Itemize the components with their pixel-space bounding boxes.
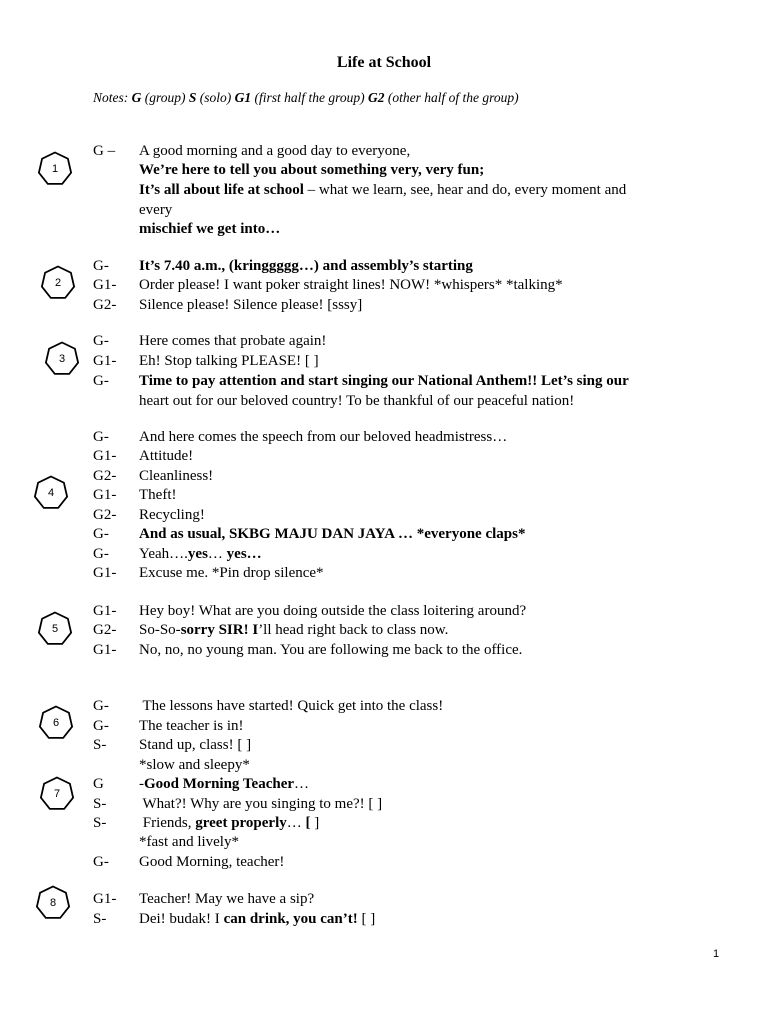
scene-number: 5 <box>51 623 59 635</box>
script-line-continued: mischief we get into… <box>139 221 281 237</box>
script-line-continued: *fast and lively* <box>139 834 239 850</box>
script-line <box>93 429 507 446</box>
speaker: G- <box>93 854 109 870</box>
dialogue-bold: yes… <box>226 546 262 562</box>
dialogue-bold: … *everyone claps* <box>397 526 526 542</box>
scene-number: 4 <box>47 487 55 499</box>
dialogue: Order please! I want poker straight lines! NOW! *whispers* *talking* <box>139 277 563 293</box>
script-line <box>93 546 262 563</box>
speaker: G1- <box>93 277 117 293</box>
dialogue-bold: It’s all about life at school <box>139 182 304 198</box>
speaker: G- <box>93 373 109 389</box>
speaker: G- <box>93 258 109 274</box>
script-line <box>93 487 176 504</box>
script-line <box>93 277 563 294</box>
script-line <box>93 698 443 715</box>
dialogue: Theft! <box>139 487 177 503</box>
notes-g1-desc: (first half the group) <box>251 90 369 105</box>
dialogue: Cleanliness! <box>139 468 214 484</box>
dialogue: … <box>294 776 310 792</box>
dialogue: ] <box>310 815 320 831</box>
dialogue: ’ll head right back to class now. <box>258 622 449 638</box>
dialogue: – what we learn, see, hear and do, every moment and <box>303 182 627 198</box>
dialogue: Recycling! <box>139 507 205 523</box>
speaker: G2- <box>93 622 117 638</box>
speaker: G2- <box>93 507 117 523</box>
speaker: G- <box>93 333 109 349</box>
speaker: G1- <box>93 448 117 464</box>
notes-g2-desc: (other half of the group) <box>384 90 519 105</box>
scene-badge <box>37 611 73 647</box>
dialogue-bold: greet properly <box>195 815 287 831</box>
speaker: G1- <box>93 642 117 658</box>
script-line <box>93 603 526 620</box>
scene-number: 6 <box>52 717 60 729</box>
dialogue: … <box>286 815 306 831</box>
speaker: G2- <box>93 468 117 484</box>
scene-number: 7 <box>53 788 61 800</box>
dialogue: Silence please! Silence please! [sssy] <box>139 297 363 313</box>
speaker: S- <box>93 911 107 927</box>
notes-s-desc: (solo) <box>196 90 235 105</box>
dialogue: The teacher is in! <box>139 718 244 734</box>
script-line <box>93 526 525 543</box>
script-line-continued: heart out for our beloved country! To be thankful of our peaceful nation! <box>139 393 575 409</box>
dialogue: Hey boy! What are you doing outside the class loitering around? <box>139 603 527 619</box>
scene-badge <box>38 705 74 741</box>
script-line <box>93 796 382 813</box>
speaker: G- <box>93 429 109 445</box>
scene-badge <box>35 885 71 921</box>
speaker: G1- <box>93 891 117 907</box>
dialogue-bold: It’s 7.40 a.m., <box>139 258 229 274</box>
script-line-continued <box>139 182 626 199</box>
script-line <box>93 718 244 735</box>
dialogue: Yeah…. <box>139 546 188 562</box>
script-line <box>93 297 362 314</box>
dialogue: Friends, <box>139 815 196 831</box>
dialogue-bold: Time to pay attention and start singing our National Anthem!! Let’s sing our <box>139 373 629 389</box>
script-line <box>93 333 326 350</box>
script-line <box>93 891 314 908</box>
script-line <box>93 448 193 465</box>
script-line <box>93 854 284 871</box>
notes-g1: G1 <box>234 90 252 105</box>
speaker: G- <box>93 546 109 562</box>
speaker: S- <box>93 796 107 812</box>
scene-badge <box>37 151 73 187</box>
speaker: G- <box>93 698 109 714</box>
scene-badge <box>40 265 76 301</box>
notes-prefix: Notes: <box>93 90 132 105</box>
scene-number: 8 <box>49 897 57 909</box>
script-line <box>93 258 473 275</box>
dialogue: A good morning and a good day to everyone, <box>139 143 411 159</box>
script-line <box>93 815 319 832</box>
script-line-continued: every <box>139 202 173 218</box>
dialogue: What?! Why are you singing to me?! [ ] <box>139 796 383 812</box>
page-title: Life at School <box>336 54 432 71</box>
script-line <box>93 622 448 639</box>
scene-number: 2 <box>54 277 62 289</box>
dialogue-bold: can drink, you can’t! <box>223 911 358 927</box>
script-line-continued: *slow and sleepy* <box>139 757 250 773</box>
dialogue: Eh! Stop talking PLEASE! [ ] <box>139 353 319 369</box>
speaker: G – <box>93 143 116 159</box>
script-line <box>93 642 522 659</box>
script-line-continued: We’re here to tell you about something very, very fun; <box>139 162 485 178</box>
dialogue: Dei! budak! I <box>139 911 224 927</box>
notes-g-desc: (group) <box>141 90 189 105</box>
scene-badge <box>39 776 75 812</box>
dialogue: The lessons have started! Quick get into the class! <box>139 698 444 714</box>
speaker: G1- <box>93 565 117 581</box>
dialogue: Teacher! May we have a sip? <box>139 891 315 907</box>
script-line <box>93 911 375 928</box>
dialogue: Good Morning, teacher! <box>139 854 285 870</box>
notes-s: S <box>188 90 197 105</box>
script-line <box>93 565 324 582</box>
dialogue-bold: sorry SIR! I <box>180 622 259 638</box>
dialogue-bold: (kringgggg…) and assembly’s starting <box>228 258 473 274</box>
dialogue: Stand up, class! [ ] <box>139 737 252 753</box>
scene-number: 3 <box>58 353 66 365</box>
dialogue-bold: yes <box>187 546 208 562</box>
script-line <box>93 507 205 524</box>
script-line <box>93 468 213 485</box>
speaker: G2- <box>93 297 117 313</box>
script-line <box>93 353 319 370</box>
dialogue-bold: Good Morning Teacher <box>144 776 295 792</box>
dialogue: So-So- <box>139 622 181 638</box>
scene-number: 1 <box>51 163 59 175</box>
speaker: G1- <box>93 487 117 503</box>
dialogue: Here comes that probate again! <box>139 333 327 349</box>
dialogue: No, no, no young man. You are following me back to the office. <box>139 642 523 658</box>
dialogue: [ ] <box>357 911 376 927</box>
speaker: G- <box>93 718 109 734</box>
dialogue-bold: And as usual, SKBG MAJU DAN JAYA <box>139 526 398 542</box>
speaker: G <box>93 776 104 792</box>
speaker: G- <box>93 526 109 542</box>
dialogue: … <box>207 546 227 562</box>
speaker: S- <box>93 815 107 831</box>
dialogue-bold: [ <box>305 815 311 831</box>
speaker: G1- <box>93 353 117 369</box>
notes-legend <box>93 90 519 106</box>
script-line <box>93 373 629 390</box>
script-line <box>93 776 309 793</box>
scene-badge <box>44 341 80 377</box>
dialogue: And here comes the speech from our beloved headmistress… <box>139 429 508 445</box>
dialogue: Attitude! <box>139 448 194 464</box>
scene-badge <box>33 475 69 511</box>
notes-g2: G2 <box>368 90 385 105</box>
notes-g: G <box>131 90 142 105</box>
dialogue: - <box>139 776 144 792</box>
speaker: G1- <box>93 603 117 619</box>
script-line <box>93 143 410 160</box>
dialogue: Excuse me. *Pin drop silence* <box>139 565 324 581</box>
page-number: 1 <box>713 948 720 960</box>
script-line <box>93 737 251 754</box>
speaker: S- <box>93 737 107 753</box>
